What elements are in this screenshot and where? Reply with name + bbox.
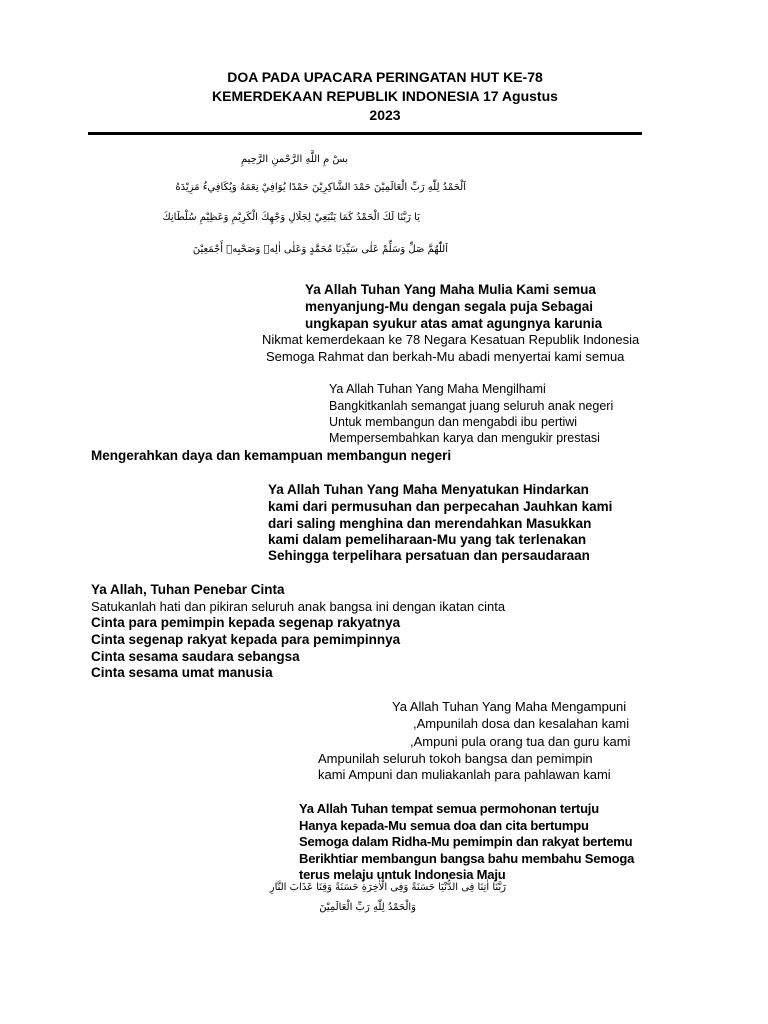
arabic-basmalah: بسْ مِ اللَّهِ الرَّحْمنِ الرَّحِيمِ (240, 154, 348, 165)
stanza-line: Mempersembahkan karya dan mengukir prestasi (329, 431, 600, 445)
stanza-line: kami dari permusuhan dan perpecahan Jauhkan kami (268, 499, 613, 514)
title-divider (88, 132, 642, 135)
stanza-line: Nikmat kemerdekaan ke 78 Negara Kesatuan Republik Indonesia (262, 332, 640, 347)
arabic-closing-2: وَالْحَمْدُ لِلّٰهِ رَبِّ الْعَالَمِيْنَ (319, 902, 416, 913)
arabic-line-3: اَللّٰهُمَّ صَلِّ وَسَلِّمْ عَلٰى سَيِّدِنَا مُحَمَّدٍ وَعَلٰى اٰلِهٖ وَصَحْبِهٖ أَجْمَعِيْنَ (192, 244, 448, 255)
stanza-line: Ya Allah Tuhan Yang Maha Mulia Kami semua (305, 282, 596, 297)
arabic-line-1: اَلْحَمْدُ لِلّٰهِ رَبِّ الْعَالَمِيْنَ حَمْدَ الشَّاكِرِيْنَ حَمْدًا يُوَافِيْ نِعَمَهُ وَيُكَافِيءُ مَزِيْدَهُ (175, 182, 466, 193)
stanza-line: Ya Allah, Tuhan Penebar Cinta (91, 582, 285, 597)
stanza-line: Semoga Rahmat dan berkah-Mu abadi menyertai kami semua (266, 349, 625, 364)
stanza-line: Cinta sesama saudara sebangsa (91, 649, 300, 664)
stanza-line: Cinta para pemimpin kepada segenap rakyatnya (91, 615, 401, 630)
stanza-line: Ya Allah Tuhan Yang Maha Menyatukan Hindarkan (268, 482, 589, 497)
stanza-line: ungkapan syukur atas amat agungnya karunia (305, 316, 603, 331)
stanza-line: terus melaju untuk Indonesia Maju (299, 867, 506, 882)
title-line-2: KEMERDEKAAN REPUBLIK INDONESIA 17 Agustus (212, 88, 558, 104)
stanza-line: Ya Allah Tuhan Yang Maha Mengampuni (392, 699, 627, 714)
stanza-line: Ya Allah Tuhan tempat semua permohonan tertuju (299, 801, 599, 816)
stanza-line: Cinta sesama umat manusia (91, 665, 273, 680)
stanza-line: Berikhtiar membangun bangsa bahu membahu Semoga (299, 851, 635, 866)
stanza-line: kami Ampuni dan muliakanlah para pahlawan kami (318, 767, 611, 782)
stanza-line: Hanya kepada-Mu semua doa dan cita bertumpu (299, 818, 589, 833)
title-line-1: DOA PADA UPACARA PERINGATAN HUT KE-78 (227, 69, 543, 85)
arabic-line-2: يَا رَبَّنَا لَكَ الْحَمْدُ كَمَا يَنْبَغِيْ لِجَلَالِ وَجْهِكَ الْكَرِيْمِ وَعَظِيْمِ سُلْطَانِكَ (162, 212, 420, 223)
stanza-line: ,Ampunilah dosa dan kesalahan kami (413, 716, 630, 731)
stanza-line: Satukanlah hati dan pikiran seluruh anak bangsa ini dengan ikatan cinta (91, 599, 506, 614)
stanza-line: Ya Allah Tuhan Yang Maha Mengilhami (329, 382, 546, 396)
stanza-line: Sehingga terpelihara persatuan dan persaudaraan (268, 548, 590, 563)
stanza-line: Mengerahkan daya dan kemampuan membangun negeri (91, 448, 452, 463)
stanza-line: dari saling menghina dan merendahkan Masukkan (268, 516, 592, 531)
stanza-line: Bangkitkanlah semangat juang seluruh anak negeri (329, 399, 614, 413)
stanza-line: Semoga dalam Ridha-Mu pemimpin dan rakyat bertemu (299, 834, 633, 849)
stanza-line: kami dalam pemeliharaan-Mu yang tak terlenakan (268, 532, 587, 547)
stanza-line: menyanjung-Mu dengan segala puja Sebagai (305, 299, 594, 314)
stanza-line: Cinta segenap rakyat kepada para pemimpinnya (91, 632, 401, 647)
stanza-line: Untuk membangun dan mengabdi ibu pertiwi (329, 415, 578, 429)
title-line-3: 2023 (369, 107, 401, 123)
arabic-closing-1: رَبَّنَا اٰتِنَا فِى الدُّنْيَا حَسَنَةً وَفِى الْاٰخِرَةِ حَسَنَةً وَقِنَا عَذَابَ النَّارِ (269, 882, 506, 893)
stanza-line: Ampunilah seluruh tokoh bangsa dan pemimpin (318, 751, 593, 766)
stanza-line: ,Ampuni pula orang tua dan guru kami (410, 734, 631, 749)
